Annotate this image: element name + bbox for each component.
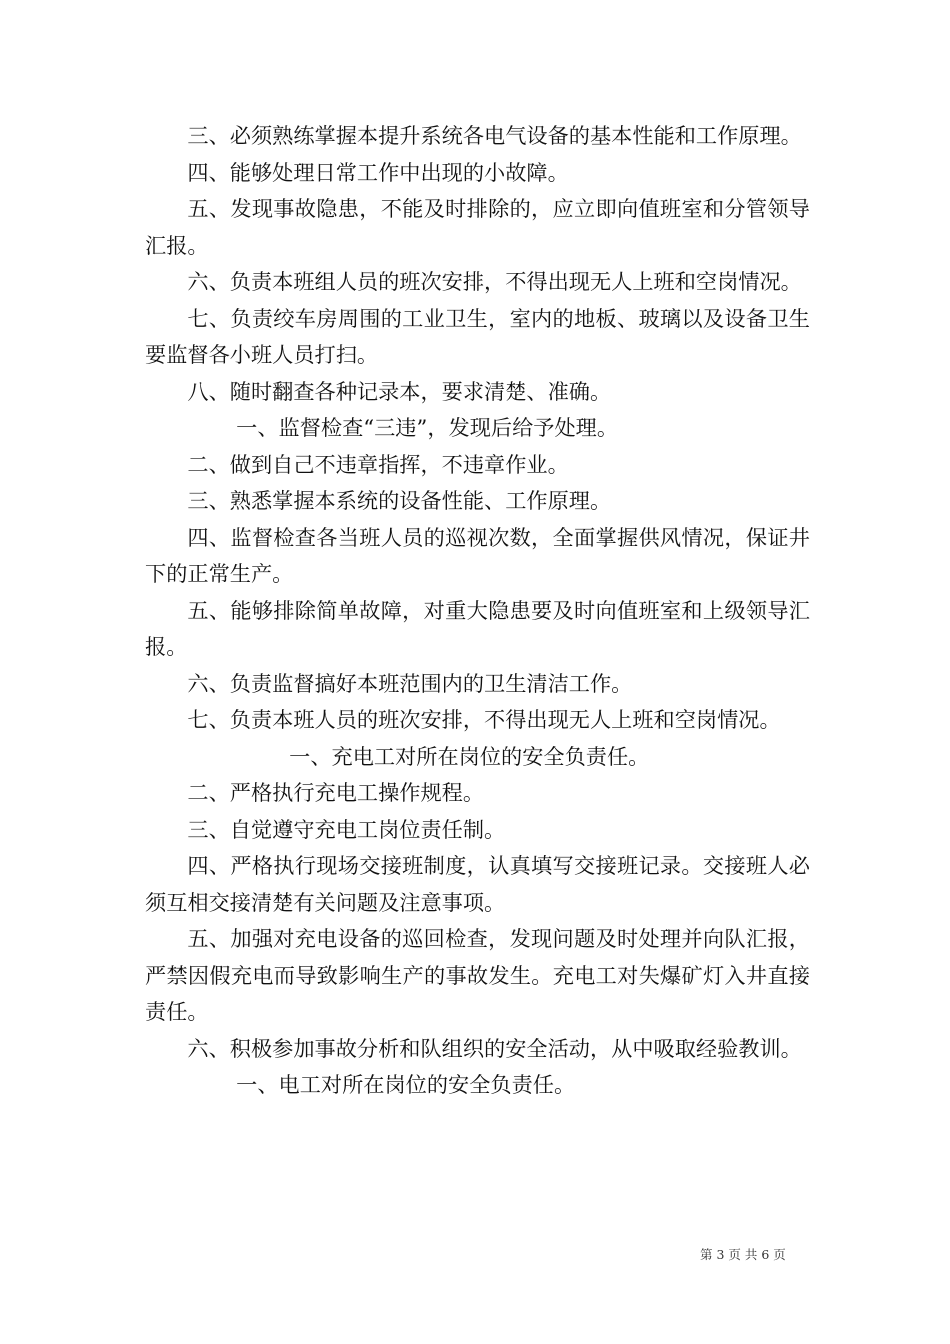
- paragraph-2: 四、能够处理日常工作中出现的小故障。: [187, 159, 569, 185]
- paragraph-4: 六、负责本班组人员的班次安排，不得出现无人上班和空岗情况。: [187, 269, 802, 294]
- paragraph-19: 六、积极参加事故分析和队组织的安全活动，从中吸取经验教训。: [187, 1035, 802, 1061]
- page-number-footer: 第 3 页 共 6 页: [700, 1247, 786, 1262]
- paragraph-18: 五、加强对充电设备的巡回检查，发现问题及时处理并向队汇报，严禁因假充电而导致影响生产的事故发生。充电工对失爆矿灯入井直接责任。: [145, 926, 810, 1024]
- paragraph-13: 七、负责本班人员的班次安排，不得出现无人上班和空岗情况。: [187, 707, 781, 732]
- paragraph-16: 三、自觉遵守充电工岗位责任制。: [187, 816, 506, 842]
- paragraph-5: 七、负责绞车房周围的工业卫生，室内的地板、玻璃以及设备卫生要监督各小班人员打扫。: [145, 305, 810, 367]
- paragraph-20: 一、电工对所在岗位的安全负责任。: [236, 1072, 576, 1097]
- paragraph-9: 三、熟悉掌握本系统的设备性能、工作原理。: [187, 488, 612, 513]
- paragraph-7: 一、监督检查“三违”，发现后给予处理。: [236, 415, 619, 440]
- paragraph-14: 一、充电工对所在岗位的安全负责任。: [289, 743, 650, 769]
- document-body: [145, 118, 810, 1104]
- paragraph-15: 二、严格执行充电工操作规程。: [187, 780, 485, 805]
- paragraph-1: 三、必须熟练掌握本提升系统各电气设备的基本性能和工作原理。: [187, 123, 802, 148]
- paragraph-11: 五、能够排除简单故障，对重大隐患要及时向值班室和上级领导汇报。: [145, 597, 810, 659]
- paragraph-12: 六、负责监督搞好本班范围内的卫生清洁工作。: [187, 670, 633, 696]
- paragraph-10: 四、监督检查各当班人员的巡视次数，全面掌握供风情况，保证井下的正常生产。: [145, 524, 810, 586]
- paragraph-8: 二、做到自己不违章指挥，不违章作业。: [187, 451, 569, 477]
- paragraph-17: 四、严格执行现场交接班制度，认真填写交接班记录。交接班人必须互相交接清楚有关问题及注意事项。: [145, 853, 810, 915]
- paragraph-3: 五、发现事故隐患，不能及时排除的，应立即向值班室和分管领导汇报。: [145, 196, 810, 258]
- paragraph-6: 八、随时翻查各种记录本，要求清楚、准确。: [187, 378, 612, 404]
